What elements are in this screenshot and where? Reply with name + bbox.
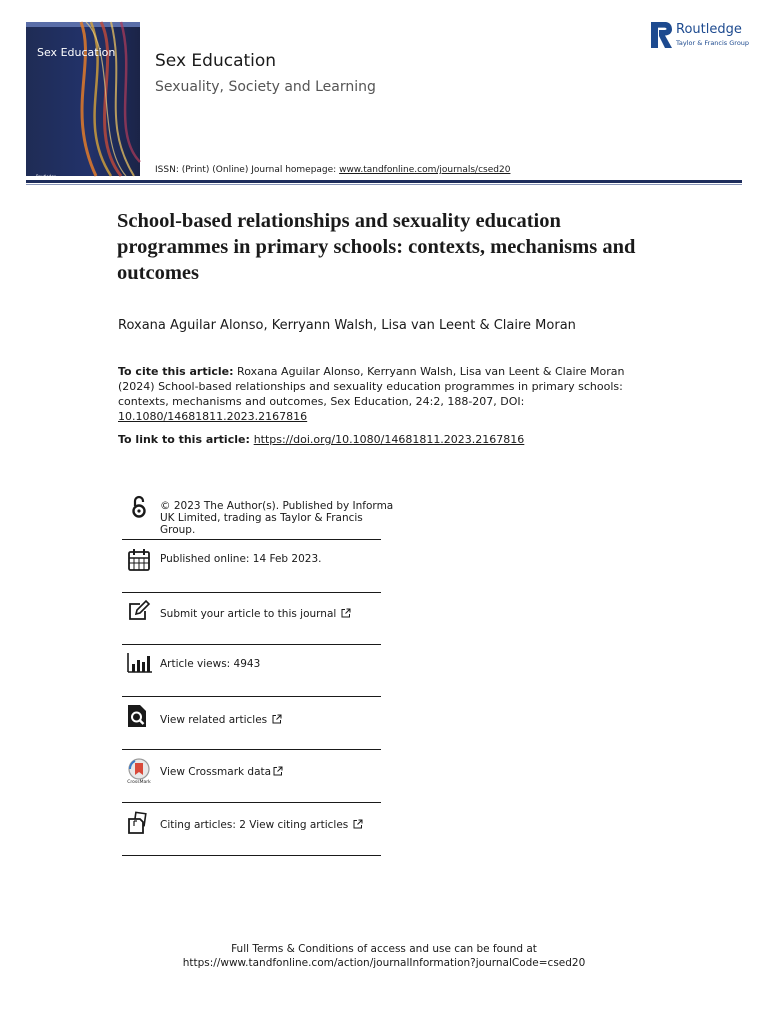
- submit-article-label: Submit your article to this journal: [160, 608, 337, 620]
- routledge-r-icon: [651, 22, 673, 48]
- journal-homepage-link[interactable]: www.tandfonline.com/journals/csed20: [339, 165, 511, 175]
- article-doi-url[interactable]: https://doi.org/10.1080/14681811.2023.2167816: [253, 433, 525, 446]
- info-divider: [122, 696, 381, 697]
- article-views: Article views: 4943: [160, 658, 261, 670]
- open-access-icon: [126, 494, 152, 520]
- citation-block: [118, 364, 638, 424]
- routledge-wordmark: Routledge: [676, 22, 742, 37]
- info-divider: [122, 855, 381, 856]
- published-date: Published online: 14 Feb 2023.: [160, 553, 322, 565]
- cite-text: Roxana Aguilar Alonso, Kerryann Walsh, Lisa van Leent & Claire Moran (2024) School-based relationships and sexuality education programmes in primary schools: contexts, mechanisms and outcomes, Sex Education, 24:2, 188-207, DOI:: [118, 365, 625, 408]
- external-link-icon: [353, 819, 363, 829]
- related-articles-label: View related articles: [160, 714, 268, 726]
- open-access-line-1: © 2023 The Author(s). Published by Informa: [160, 500, 394, 512]
- issn-label: ISSN: (Print) (Online) Journal homepage:: [155, 165, 340, 175]
- routledge-tagline: Taylor & Francis Group: [676, 39, 750, 47]
- edit-icon: [126, 598, 152, 624]
- crossmark-icon: [126, 758, 152, 780]
- external-link-icon: [273, 766, 283, 776]
- journal-cover-image: [26, 22, 140, 179]
- terms-url[interactable]: https://www.tandfonline.com/action/journalInformation?journalCode=csed20: [182, 957, 586, 969]
- terms-line-1: Full Terms & Conditions of access and use can be found at: [231, 943, 537, 955]
- citing-icon: [126, 810, 152, 836]
- crossmark-badge[interactable]: [126, 758, 152, 788]
- terms-footer: [0, 942, 768, 970]
- info-divider: [122, 749, 381, 750]
- info-divider: [122, 644, 381, 645]
- journal-title: Sex Education: [155, 51, 277, 71]
- doi-link[interactable]: 10.1080/14681811.2023.2167816: [118, 410, 308, 423]
- routledge-logo[interactable]: [651, 20, 751, 50]
- crossmark-label: View Crossmark data: [160, 766, 272, 778]
- related-articles-link[interactable]: [160, 714, 282, 726]
- bar-chart-icon: [126, 650, 152, 676]
- cite-label: To cite this article:: [118, 365, 234, 378]
- info-divider: [122, 592, 381, 593]
- open-access-line-2: UK Limited, trading as Taylor & Francis: [160, 512, 363, 524]
- citing-articles-link[interactable]: [160, 819, 363, 831]
- open-access-line-3: Group.: [160, 524, 196, 536]
- article-authors: Roxana Aguilar Alonso, Kerryann Walsh, Lisa van Leent & Claire Moran: [118, 318, 576, 333]
- info-divider: [122, 802, 381, 803]
- external-link-icon: [272, 714, 282, 724]
- search-document-icon: [126, 703, 152, 729]
- article-link-line: [118, 432, 524, 447]
- article-title: School-based relationships and sexuality education programmes in primary schools: contexts, mechanisms and outcomes: [117, 210, 636, 284]
- info-divider: [122, 539, 381, 540]
- issn-line: [155, 165, 510, 175]
- open-access-text: [160, 500, 393, 536]
- cover-publisher: Routledge: [36, 174, 57, 179]
- citing-articles-label: Citing articles: 2 View citing articles: [160, 819, 349, 831]
- external-link-icon: [341, 608, 351, 618]
- submit-article-link[interactable]: [160, 608, 351, 620]
- calendar-icon: [126, 547, 152, 573]
- link-label: To link to this article:: [118, 433, 254, 446]
- crossmark-icon-label: CrossMark: [127, 780, 151, 785]
- cover-title: Sex Education: [37, 46, 116, 59]
- journal-subtitle: Sexuality, Society and Learning: [155, 79, 376, 95]
- crossmark-link[interactable]: [160, 766, 283, 778]
- header-rule-thin: [26, 184, 742, 185]
